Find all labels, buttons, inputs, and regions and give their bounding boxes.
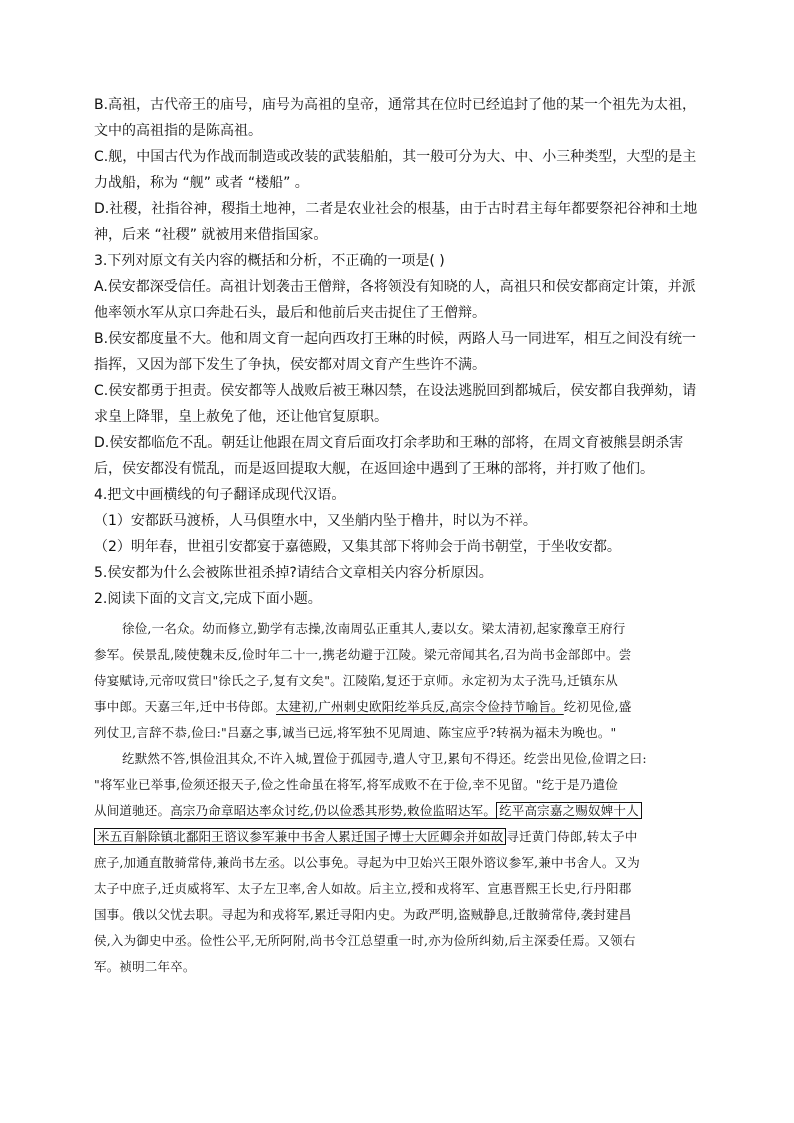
passage-p1-line-4	[94, 694, 702, 720]
question-4	[94, 482, 702, 560]
question-5-stem: 5.侯安都为什么会被陈世祖杀掉?请结合文章相关内容分析原因。	[94, 565, 493, 581]
passage-p1-line-4-start: 事中郎。天嘉三年,迁中书侍郎。	[94, 699, 276, 714]
question-5	[94, 560, 702, 586]
classical-passage	[94, 616, 702, 980]
passage-p1-line-2: 参军。侯景乱,陵使魏未反,俭时年二十一,携老幼避于江陵。梁元帝闻其名,召为尚书金部郎中。尝	[94, 647, 632, 662]
option-d-line-1: D.社稷，社指谷神，稷指土地神，二者是农业社会的根基，由于古时君主每年都要祭祀谷神和土地	[94, 201, 698, 217]
option-b-line-1: B.高祖，古代帝王的庙号，庙号为高祖的皇帝，通常其在位时已经追封了他的某一个祖先为太祖，	[94, 97, 697, 113]
question-4-stem: 4.把文中画横线的句子翻译成现代汉语。	[94, 487, 346, 503]
passage-p2-line-4-end: 寻迁黄门侍郎,转太子中	[506, 829, 638, 844]
option-b-line-2: 文中的高祖指的是陈高祖。	[94, 123, 262, 139]
passage-p3-line-3: 国事。俄以父忧去职。寻起为和戎将军,累迁寻阳内史。为政严明,盗贼静息,迁散骑常侍,袭封建昌	[94, 907, 632, 922]
boxed-sentence-part-2: 米五百斛除镇北鄱阳王谘议参军兼中书舍人累迁国子博士大匠卿余并如故	[94, 828, 506, 845]
passage-p3-line-5: 军。祯明二年卒。	[94, 959, 196, 974]
passage-p1-line-3: 侍宴赋诗,元帝叹赏曰"徐氏之子,复有文矣"。江陵陷,复还于京师。永定初为太子洗马,迁镇东从	[94, 673, 618, 688]
q3-option-b-line-1: B.侯安都度量不大。他和周文育一起向西攻打王琳的时候，两路人马一同进军，相互之间没有统一	[94, 331, 697, 347]
q3-option-b-line-2: 指挥，又因为部下发生了争执，侯安都对周文育产生些许不满。	[94, 357, 486, 373]
underlined-sentence-2: 高宗乃命章昭达率众讨纥,仍以俭悉其形势,敕俭监昭达军。	[170, 803, 497, 818]
passage-p2-line-3-start: 从间道驰还。	[94, 803, 171, 818]
section-2	[94, 586, 702, 612]
document-page	[94, 92, 702, 980]
option-c-line-1: C.舰，中国古代为作战而制造或改装的武装船舶，其一般可分为大、中、小三种类型，大型的是主	[94, 149, 697, 165]
passage-p2-line-4	[94, 824, 702, 850]
question-3	[94, 248, 702, 482]
q3-option-a-line-2: 他率领水军从京口奔赴石头，最后和他前后夹击捉住了王僧辩。	[94, 305, 486, 321]
q3-option-d-line-2: 后，侯安都没有慌乱，而是返回提取大舰，在返回途中遇到了王琳的部将，并打败了他们。	[94, 461, 654, 477]
question-3-stem: 3.下列对原文有关内容的概括和分析，不正确的一项是( )	[94, 253, 445, 269]
passage-p1-line-5: 列仗卫,言辞不恭,俭曰:"吕嘉之事,诚当已远,将军独不见周迪、陈宝应乎?转祸为福未为晚也。"	[94, 725, 617, 740]
passage-p3-line-4: 侯,入为御史中丞。俭性公平,无所阿附,尚书令江总望重一时,亦为俭所纠劾,后主深委任焉。又领右	[94, 933, 636, 948]
option-c-line-2: 力战船，称为 “舰” 或者 “楼船” 。	[94, 175, 309, 191]
option-d-line-2: 神，后来 “社稷” 就被用来借指国家。	[94, 227, 328, 243]
section-2-heading: 2.阅读下面的文言文,完成下面小题。	[94, 591, 322, 607]
underlined-sentence-1: 太建初,广州刺史欧阳纥举兵反,高宗令俭持节喻旨。	[275, 699, 564, 714]
passage-p3-line-1: 庶子,加通直散骑常侍,兼尚书左丞。以公事免。寻起为中卫始兴王限外谘议参军,兼中书舍人。又为	[94, 855, 640, 870]
q3-option-c-line-2: 求皇上降罪，皇上赦免了他，还让他官复原职。	[94, 409, 388, 425]
passage-p1-line-4-end: 纥初见俭,盛	[563, 699, 632, 714]
question-4-item-1: （1）安都跃马渡桥，人马俱堕水中，又坐艄内坠于橹井，时以为不祥。	[94, 513, 537, 529]
passage-p2-line-2: "将军业已举事,俭须还报天子,俭之性命虽在将军,将军成败不在于俭,幸不见留。"纥于是乃遣俭	[94, 777, 618, 792]
passage-p2-line-1: 纥默然不答,惧俭沮其众,不许入城,置俭于孤园寺,遣人守卫,累旬不得还。纥尝出见俭,俭谓之曰:	[122, 751, 647, 766]
passage-p2-line-3	[94, 798, 702, 824]
question-4-item-2: （2）明年春，世祖引安都宴于嘉德殿，又集其部下将帅会于尚书朝堂，于坐收安都。	[94, 539, 621, 555]
options-continued	[94, 92, 702, 248]
passage-p3-line-2: 太子中庶子,迁贞威将军、太子左卫率,舍人如故。后主立,授和戎将军、宣惠晋熙王长史,行丹阳郡	[94, 881, 632, 896]
q3-option-d-line-1: D.侯安都临危不乱。朝廷让他跟在周文育后面攻打余孝助和王琳的部将，在周文育被熊昙朗杀害	[94, 435, 684, 451]
q3-option-c-line-1: C.侯安都勇于担责。侯安都等人战败后被王琳囚禁，在设法逃脱回到都城后，侯安都自我弹劾，请	[94, 383, 697, 399]
q3-option-a-line-1: A.侯安都深受信任。高祖计划袭击王僧辩，各将领没有知晓的人，高祖只和侯安都商定计策，并派	[94, 279, 696, 295]
boxed-sentence-part-1: 纥平高宗嘉之赐奴婢十人	[496, 802, 642, 819]
passage-p1-line-1: 徐俭,一名众。幼而修立,勤学有志操,汝南周弘正重其人,妻以女。梁太清初,起家豫章王府行	[122, 621, 626, 636]
